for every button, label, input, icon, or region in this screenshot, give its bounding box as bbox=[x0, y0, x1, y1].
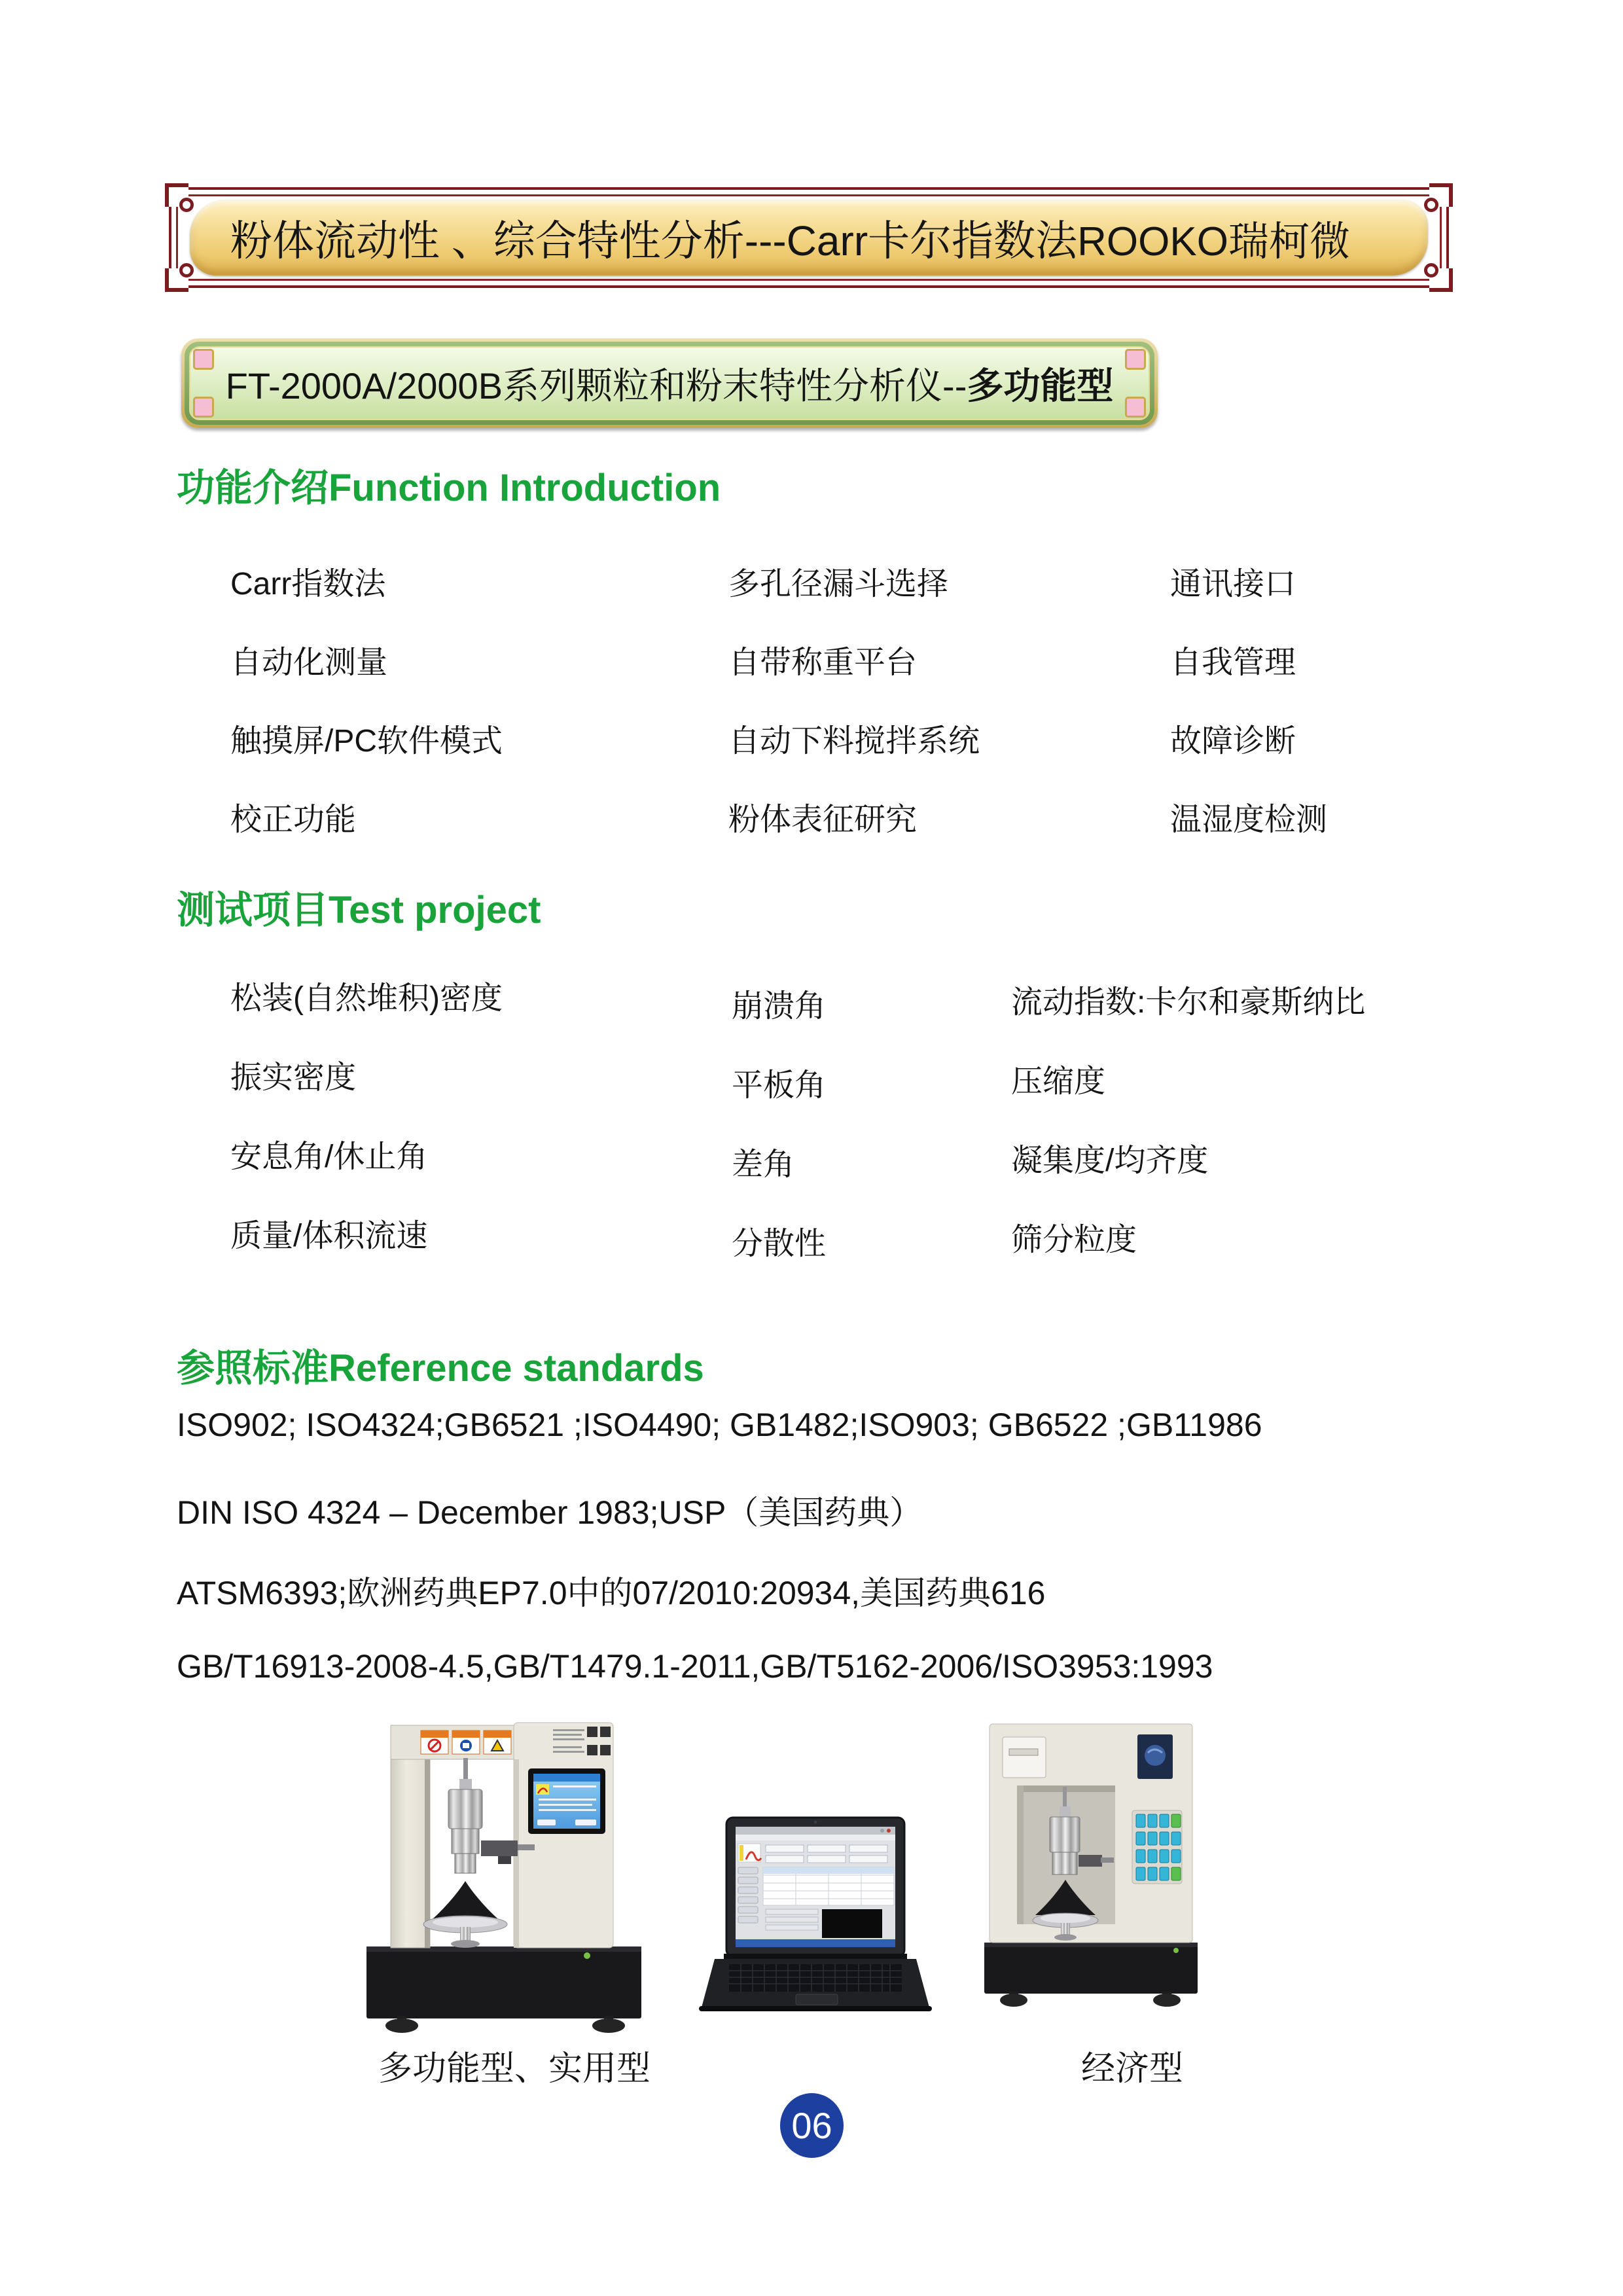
list-item: 崩溃角 bbox=[732, 989, 827, 1024]
list-item: 校正功能 bbox=[230, 802, 357, 837]
list-item: 自带称重平台 bbox=[728, 645, 918, 680]
power-indicator bbox=[1173, 1948, 1179, 1953]
machine-base bbox=[984, 1943, 1198, 2007]
printer bbox=[1003, 1737, 1046, 1778]
machine-base bbox=[366, 1946, 641, 2033]
product-series-banner bbox=[181, 338, 1158, 428]
section-heading-reference-standards: 参照标准Reference standards bbox=[177, 1347, 704, 1390]
clamp-arm bbox=[481, 1840, 518, 1856]
reference-standards-list bbox=[177, 1406, 1262, 1728]
instrument-economic-drawing bbox=[976, 1720, 1205, 2008]
laptop-drawing bbox=[686, 1816, 944, 2013]
page-number: 06 bbox=[791, 2105, 832, 2146]
standard-line: ATSM6393;欧洲药典EP7.0中的07/2010:20934,美国药典616 bbox=[177, 1575, 1046, 1611]
standard-line: ISO902; ISO4324;GB6521 ;ISO4490; GB1482;ISO903; GB6522 ;GB11986 bbox=[177, 1407, 1262, 1443]
powder-cone-and-platform bbox=[423, 1881, 507, 1948]
top-banner bbox=[169, 187, 1449, 288]
power-indicator bbox=[584, 1952, 590, 1959]
laptop-screen bbox=[726, 1818, 904, 1956]
list-item: Carr指数法 bbox=[230, 567, 386, 601]
page-number-badge bbox=[780, 2093, 844, 2158]
instrument-photo-economic bbox=[976, 1720, 1205, 2008]
list-item: 差角 bbox=[732, 1147, 795, 1182]
banner-corner-ornament bbox=[165, 183, 188, 207]
banner-gold-ribbon bbox=[190, 200, 1428, 276]
banner-corner-ornament bbox=[1429, 183, 1453, 207]
mini-display bbox=[1137, 1734, 1173, 1779]
function-column-2 bbox=[728, 558, 980, 872]
list-item: 平板角 bbox=[732, 1068, 827, 1103]
laptop-photo bbox=[686, 1816, 944, 2013]
list-item: 筛分粒度 bbox=[1011, 1223, 1137, 1257]
keypad[interactable] bbox=[1132, 1810, 1182, 1884]
chart-area bbox=[822, 1909, 882, 1938]
function-column-1 bbox=[230, 558, 503, 872]
list-item: 多孔径漏斗选择 bbox=[728, 567, 949, 601]
list-item: 分散性 bbox=[732, 1227, 827, 1261]
function-column-3 bbox=[1170, 558, 1327, 872]
list-item: 通讯接口 bbox=[1170, 567, 1296, 601]
list-item: 压缩度 bbox=[1011, 1064, 1106, 1099]
list-item: 自我管理 bbox=[1170, 645, 1296, 680]
banner-corner-ornament bbox=[165, 268, 188, 292]
test-column-3 bbox=[1011, 977, 1365, 1293]
brand-name: ROOKO瑞柯微 bbox=[1077, 219, 1350, 264]
banner-corner-ornament bbox=[1429, 268, 1453, 292]
product-series-title bbox=[181, 338, 1158, 428]
list-item: 自动下料搅拌系统 bbox=[728, 724, 980, 759]
product-series-text: FT-2000A/2000B系列颗粒和粉末特性分析仪-- bbox=[225, 365, 967, 406]
section-heading-test-project: 测试项目Test project bbox=[177, 889, 541, 931]
list-item: 质量/体积流速 bbox=[230, 1219, 428, 1253]
list-item: 流动指数:卡尔和豪斯纳比 bbox=[1011, 985, 1366, 1020]
list-item: 粉体表征研究 bbox=[728, 802, 918, 837]
laptop-keyboard bbox=[699, 1954, 932, 2011]
list-item: 凝集度/均齐度 bbox=[1011, 1143, 1209, 1178]
instrument-multifunction-drawing bbox=[357, 1716, 654, 2034]
caption-multifunction: 多功能型、实用型 bbox=[378, 2050, 651, 2088]
list-item: 振实密度 bbox=[230, 1060, 357, 1095]
product-series-text-bold: 多功能型 bbox=[967, 365, 1114, 406]
standard-line: DIN ISO 4324 – December 1983;USP（美国药典） bbox=[177, 1494, 923, 1531]
list-item: 温湿度检测 bbox=[1170, 802, 1328, 837]
standard-line: GB/T16913-2008-4.5,GB/T1479.1-2011,GB/T5162-2006/ISO3953:1993 bbox=[177, 1648, 1213, 1685]
banner-title: 粉体流动性 、综合特性分析---Carr卡尔指数法 bbox=[230, 217, 1078, 264]
touchscreen[interactable] bbox=[528, 1768, 605, 1834]
touchpad[interactable] bbox=[796, 1994, 838, 2005]
instrument-frame bbox=[391, 1723, 613, 1948]
list-item: 松装(自然堆积)密度 bbox=[230, 981, 503, 1016]
list-item: 触摸屏/PC软件模式 bbox=[230, 724, 503, 759]
test-column-1 bbox=[230, 973, 503, 1289]
list-item: 自动化测量 bbox=[230, 645, 388, 680]
list-item: 安息角/休止角 bbox=[230, 1139, 428, 1174]
test-column-2 bbox=[732, 980, 826, 1297]
warning-labels bbox=[421, 1731, 511, 1754]
clamp-arm bbox=[1079, 1855, 1102, 1867]
instrument-photo-multifunction bbox=[357, 1716, 654, 2034]
section-heading-function-introduction: 功能介绍Function Introduction bbox=[177, 467, 721, 509]
list-item: 故障诊断 bbox=[1170, 724, 1296, 759]
caption-economic: 经济型 bbox=[1080, 2050, 1183, 2088]
